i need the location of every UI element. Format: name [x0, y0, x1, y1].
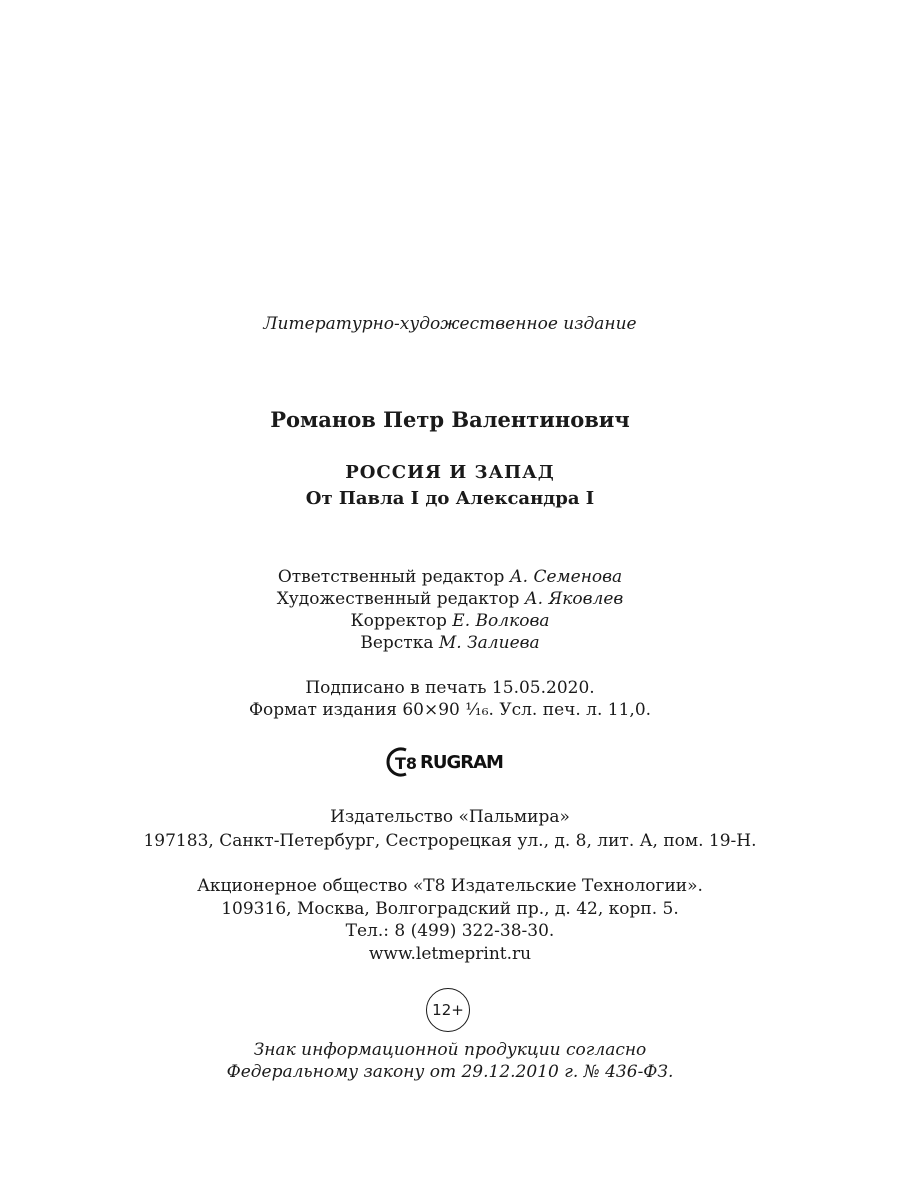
book-title: РОССИЯ И ЗАПАД	[345, 462, 555, 483]
publisher-logo	[386, 746, 503, 778]
printer-phone: Тел.: 8 (499) 322-38-30.	[345, 921, 555, 941]
credit-role: Верстка	[360, 633, 434, 653]
logo-text: RUGRAM	[420, 751, 503, 773]
credit-role: Ответственный редактор	[277, 567, 505, 587]
credit-person: А. Яковлев	[524, 589, 624, 609]
edition-type: Литературно-художественное издание	[263, 314, 637, 334]
credit-line	[0, 632, 900, 654]
author-name: Романов Петр Валентинович	[270, 407, 630, 432]
logo-mark-text: T8	[395, 754, 418, 773]
age-notice-line: Федеральному закону от 29.12.2010 г. № 436-ФЗ.	[226, 1062, 674, 1082]
credit-line	[0, 588, 900, 610]
publisher-address: 197183, Санкт-Петербург, Сестрорецкая ул., д. 8, лит. А, пом. 19-Н.	[143, 831, 757, 851]
t8-logo-icon	[386, 746, 418, 778]
credit-person: М. Залиева	[438, 633, 540, 653]
age-notice-line: Знак информационной продукции согласно	[253, 1040, 647, 1060]
credit-person: А. Семенова	[509, 567, 623, 587]
credit-line	[0, 610, 900, 632]
credit-person: Е. Волкова	[452, 611, 550, 631]
printer-website: www.letmeprint.ru	[368, 944, 532, 964]
credit-role: Корректор	[350, 611, 447, 631]
printer-address: 109316, Москва, Волгоградский пр., д. 42, корп. 5.	[221, 899, 679, 919]
credit-role: Художественный редактор	[276, 589, 520, 609]
publisher-name: Издательство «Пальмира»	[330, 807, 570, 827]
credit-line	[0, 566, 900, 588]
book-subtitle: От Павла I до Александра I	[305, 488, 595, 509]
printer-name: Акционерное общество «Т8 Издательские Технологии».	[197, 876, 703, 896]
print-format: Формат издания 60×90 ¹⁄₁₆. Усл. печ. л. 11,0.	[248, 700, 652, 720]
print-signed: Подписано в печать 15.05.2020.	[305, 678, 595, 698]
age-rating-badge: 12+	[426, 988, 470, 1032]
